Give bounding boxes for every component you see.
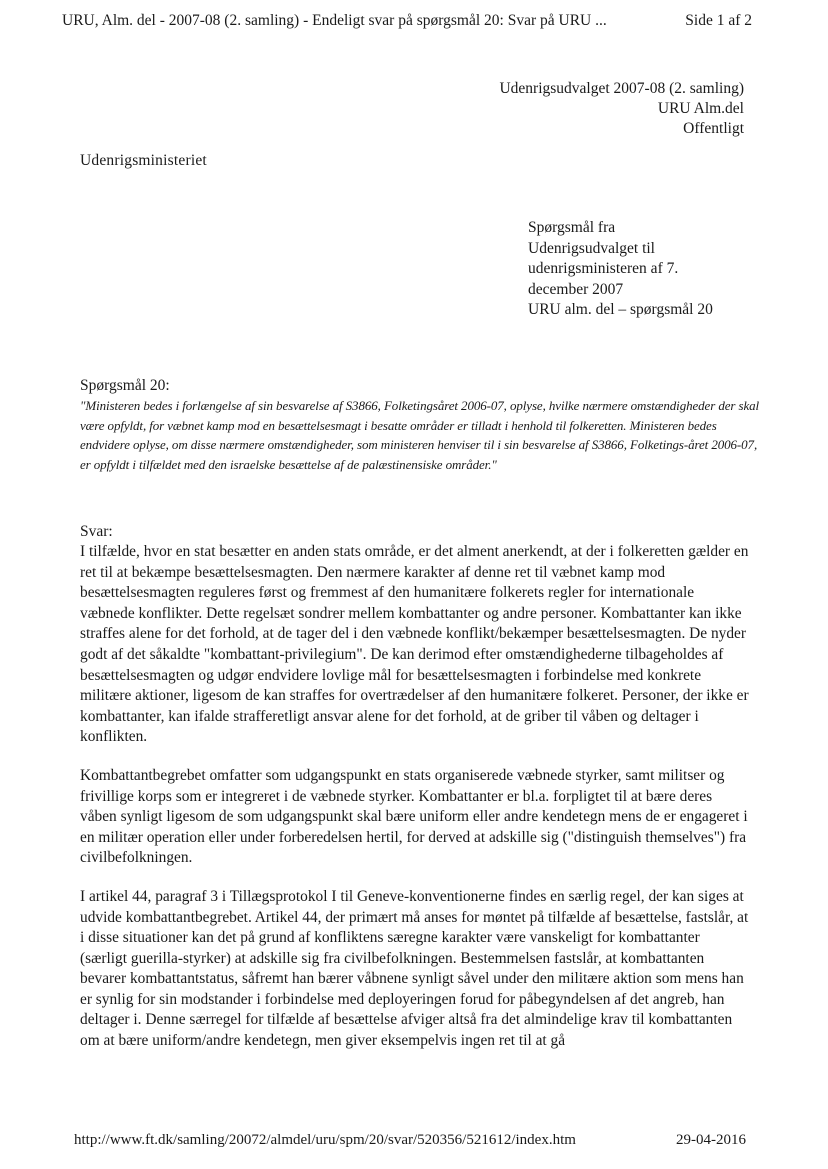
sender-ministry: Udenrigsministeriet [80,152,207,169]
question-from-line: december 2007 [528,280,624,298]
question-from-block [528,218,758,321]
document-title: URU, Alm. del - 2007-08 (2. samling) - Endeligt svar på spørgsmål 20: Svar på URU ... [62,12,607,29]
question-label: Spørgsmål 20: [80,377,170,394]
question-section [80,376,760,474]
answer-section [80,522,750,1070]
print-footer [74,1132,746,1149]
question-text: "Ministeren bedes i forlængelse af sin besvarelse af S3866, Folketingsåret 2006-07, oplyse, hvilke nærmere omstændigheder der skal være opfyldt, for væbnet kamp mod en besættelsesmagt i besatte områder er tilladt i henhold til folkeretten. Ministeren bedes endvidere oplyse, om disse nærmere omstændigheder, som ministeren henviser til i sin besvarelse af S3866, Folketings-året 2006-07, er opfyldt i tilfældet med den israelske besættelse af de palæstinensiske områder." [80,398,760,472]
answer-paragraph: Kombattantbegrebet omfatter som udgangspunkt en stats organiserede væbnede styrker, samt militser og frivillige korps som er integreret i de væbnede styrker. Kombattanter er bl.a. forpligtet til at bære deres våben synligt ligesom de som udgangspunkt skal bære uniform eller andre kendetegn mens de er engageret i en militær operation eller under forberedelsen hertil, for derved at adskille sig ("distinguish themselves") fra civilbefolkningen. [80,766,748,867]
committee-line: Offentligt [683,120,744,137]
question-from-line: Spørgsmål fra [528,219,616,236]
page-indicator: Side 1 af 2 [685,12,752,29]
question-from-line: Udenrigsudvalget til [528,239,655,257]
committee-block [499,79,744,139]
question-from-line: URU alm. del – spørgsmål 20 [528,301,713,318]
print-header [62,12,752,30]
committee-line: Udenrigsudvalget 2007-08 (2. samling) [499,80,744,97]
answer-label: Svar: [80,523,113,540]
question-from-line: udenrigsministeren af 7. [528,260,679,277]
source-url[interactable]: http://www.ft.dk/samling/20072/almdel/uru/spm/20/svar/520356/521612/index.htm [74,1132,576,1148]
answer-paragraph: I tilfælde, hvor en stat besætter en anden stats område, er det alment anerkendt, at der i folkeretten gælder en ret til at bekæmpe besættelsesmagten. Den nærmere karakter af denne ret til væbnet kamp mod besættelsesmagten reguleres først og fremmest af den humanitære folkerets regler for internationale væbnede konflikter. Dette regelsæt sondrer mellem kombattanter og andre personer. Kombattanter kan ikke straffes alene for det forhold, at de tager del i den væbnede konflikt/bekæmper besættelsesmagten. De nyder godt af det såkaldte "kombattant-privilegium". De kan derimod efter omstændighederne tilbageholdes af besættelsesmagten og udgør endvidere lovlige mål for besættelsesmagten i forbindelse med konkrete militære aktioner, ligesom de kan straffes for overtrædelser af den humanitære folkeret. Personer, der ikke er kombattanter, kan ifalde strafferetligt ansvar alene for det forhold, at de griber til våben og deltager i konflikten. [80,543,749,746]
committee-line: URU Alm.del [657,100,744,117]
print-date: 29-04-2016 [676,1132,746,1148]
answer-paragraph: I artikel 44, paragraf 3 i Tillægsprotokol I til Geneve-konventionerne findes en særlig regel, der kan siges at udvide kombattantbegrebet. Artikel 44, der primært må anses for møntet på tilfælde af besættelse, fastslår, at i disse situationer kan det på grund af konfliktens særegne karakter være vanskeligt for kombattanter (særligt guerilla-styrker) at adskille sig fra civilbefolkningen. Bestemmelsen fastslår, at kombattanten bevarer kombattantstatus, såfremt han bærer våbnene synligt såvel under den militære aktion som mens han er synlig for sin modstander i forbindelse med deployeringen forud for påbegyndelsen af det angreb, han deltager i. Denne særregel for tilfælde af besættelse afviger altså fra det almindelige krav til kombattanten om at bære uniform/andre kendetegn, men giver eksempelvis ingen ret til at gå [80,887,749,1050]
